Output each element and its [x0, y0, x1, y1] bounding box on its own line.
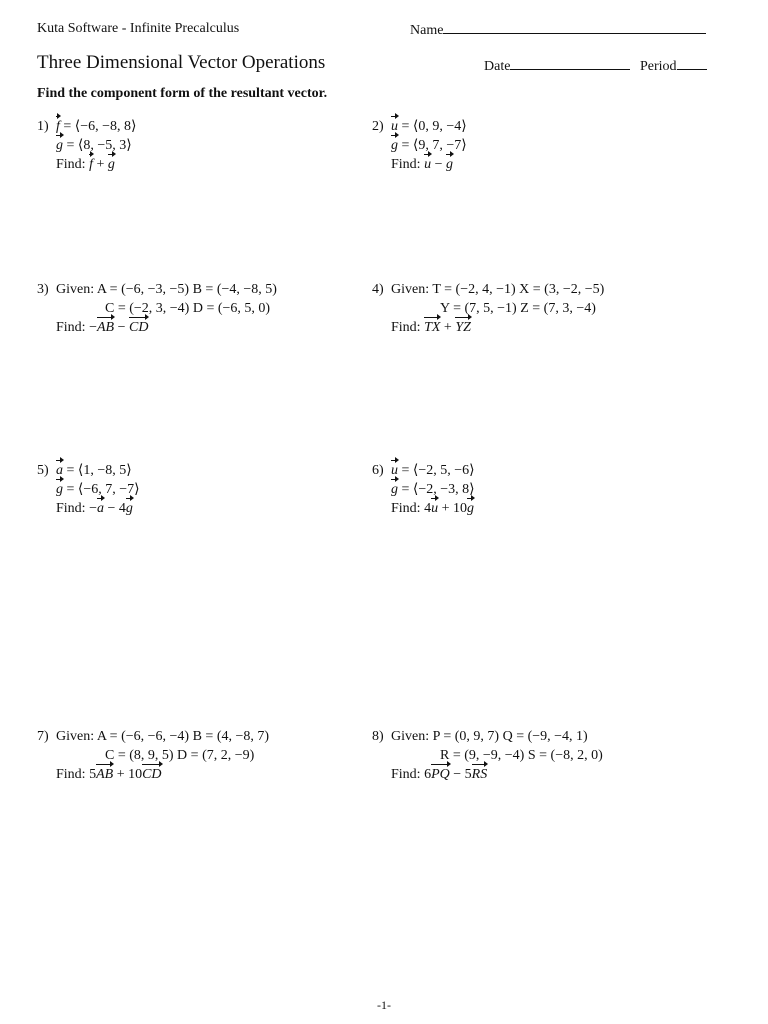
problem-7: 7) Given: A = (−6, −6, −4) B = (4, −8, 7) C = (8, 9, 5) D = (7, 2, −9) Find: 5AB + 10CD: [37, 729, 270, 782]
find-label: Find:: [56, 767, 86, 782]
period-blank[interactable]: [677, 57, 707, 70]
date-label: Date: [484, 59, 511, 74]
vector-g: g: [391, 482, 398, 497]
period-label: Period: [640, 59, 677, 74]
instructions: Find the component form of the resultant vector.: [37, 86, 328, 101]
problem-5: 5) a = ⟨1, −8, 5⟩ g = ⟨−6, 7, −7⟩ Find: −a − 4g: [37, 463, 140, 516]
problem-3: 3) Given: A = (−6, −3, −5) B = (−4, −8, 5) C = (−2, 3, −4) D = (−6, 5, 0) Find: −AB − CD: [37, 282, 277, 335]
page-title: Three Dimensional Vector Operations: [37, 52, 326, 73]
given-label: Given:: [391, 729, 430, 744]
find-label: Find:: [56, 157, 86, 172]
vector-f: f: [56, 119, 60, 134]
problem-8: 8) Given: P = (0, 9, 7) Q = (−9, −4, 1) R = (9, −9, −4) S = (−8, 2, 0) Find: 6PQ − 5RS: [372, 729, 603, 782]
name-field[interactable]: [410, 21, 706, 39]
page-number: -1-: [377, 998, 391, 1012]
vector-u: u: [391, 463, 398, 478]
find-label: Find:: [391, 320, 421, 335]
given-label: Given:: [391, 282, 430, 297]
vector-u: u: [391, 119, 398, 134]
publisher-label: Kuta Software - Infinite Precalculus: [37, 21, 240, 36]
points-line-2: R = (9, −9, −4) S = (−8, 2, 0): [440, 748, 603, 763]
points-line-2: Y = (7, 5, −1) Z = (7, 3, −4): [440, 301, 596, 316]
period-field[interactable]: [640, 57, 707, 75]
vector-g: g: [391, 138, 398, 153]
problem-number: 1): [37, 119, 49, 134]
vector-g: g: [56, 138, 63, 153]
points-line-1: P = (0, 9, 7) Q = (−9, −4, 1): [432, 729, 588, 744]
problem-number: 6): [372, 463, 384, 478]
find-label: Find:: [391, 157, 421, 172]
problem-number: 3): [37, 282, 49, 297]
date-field[interactable]: [484, 57, 630, 75]
points-line-2: C = (−2, 3, −4) D = (−6, 5, 0): [105, 301, 271, 316]
points-line-1: T = (−2, 4, −1) X = (3, −2, −5): [432, 282, 605, 297]
problem-number: 8): [372, 729, 384, 744]
problem-6: 6) u = ⟨−2, 5, −6⟩ g = ⟨−2, −3, 8⟩ Find: 4u + 10g: [372, 463, 475, 516]
problem-number: 2): [372, 119, 384, 134]
points-line-1: A = (−6, −6, −4) B = (4, −8, 7): [96, 729, 270, 744]
problem-1: 1) f = ⟨−6, −8, 8⟩ g = ⟨8, −5, 3⟩ Find: f + g: [37, 119, 137, 172]
problem-2: 2) u = ⟨0, 9, −4⟩ g = ⟨9, 7, −7⟩ Find: u − g: [372, 119, 467, 172]
find-label: Find:: [391, 767, 421, 782]
name-blank[interactable]: [443, 21, 706, 34]
find-label: Find:: [56, 501, 86, 516]
given-label: Given:: [56, 729, 95, 744]
problem-4: 4) Given: T = (−2, 4, −1) X = (3, −2, −5) Y = (7, 5, −1) Z = (7, 3, −4) Find: TX + YZ: [372, 282, 605, 335]
points-line-1: A = (−6, −3, −5) B = (−4, −8, 5): [96, 282, 277, 297]
find-label: Find:: [56, 320, 86, 335]
date-blank[interactable]: [510, 57, 630, 70]
problem-number: 4): [372, 282, 384, 297]
name-label: Name: [410, 23, 444, 38]
vector-g: g: [56, 482, 63, 497]
problem-number: 5): [37, 463, 49, 478]
find-label: Find:: [391, 501, 421, 516]
given-label: Given:: [56, 282, 95, 297]
vector-a: a: [56, 463, 63, 478]
points-line-2: C = (8, 9, 5) D = (7, 2, −9): [105, 748, 255, 763]
problem-number: 7): [37, 729, 49, 744]
